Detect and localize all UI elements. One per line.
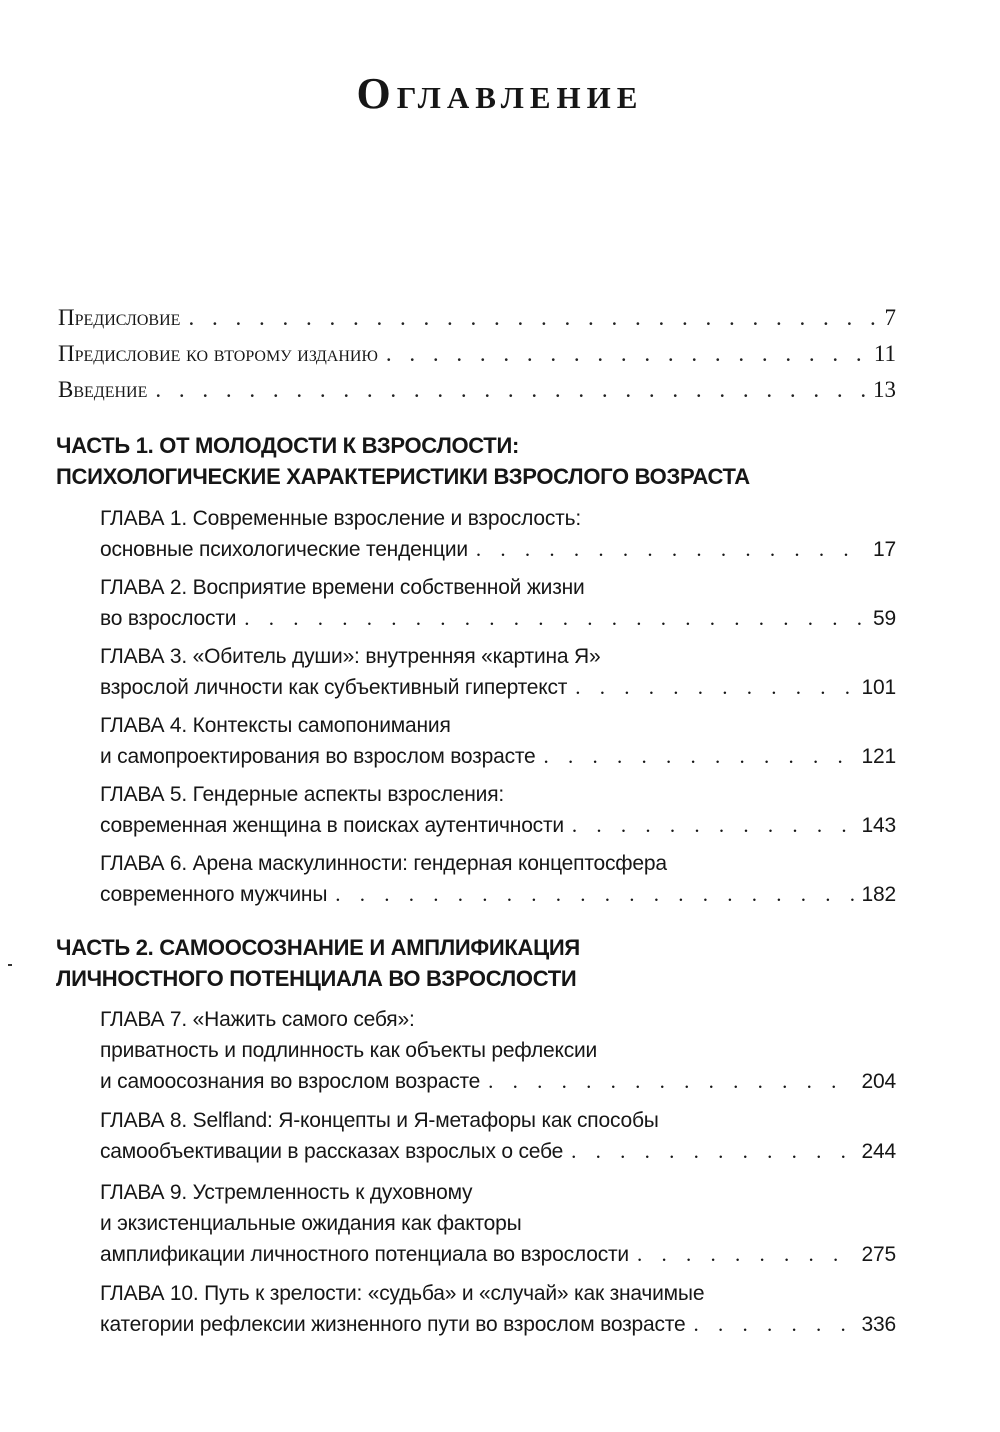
toc-entry-chapter-4[interactable] [100,710,896,772]
front-matter [58,300,896,408]
entry-label: Предисловие ко второму изданию [58,341,378,366]
page-title: Оглавление [356,69,644,118]
toc-entry-chapter-2[interactable] [100,572,896,634]
chapter-title-line: амплификации личностного потенциала во взрослости [100,1243,629,1266]
chapter-title-line: ГЛАВА 3. «Обитель души»: внутренняя «картина Я» [100,645,601,668]
page-number: 336 [861,1313,896,1336]
dot-leader [693,1309,853,1340]
page-number: 121 [861,745,896,768]
chapter-title-line: основные психологические тенденции [100,538,468,561]
page-number: 244 [861,1140,896,1163]
dot-leader [155,372,867,408]
chapter-title-line: ГЛАВА 10. Путь к зрелости: «судьба» и «случай» как значимые [100,1282,705,1305]
toc-entry-chapter-10[interactable] [100,1278,896,1340]
part-2-heading[interactable] [56,932,916,994]
chapter-title-line: ГЛАВА 6. Арена маскулинности: гендерная концептосфера [100,852,667,875]
page-number: 143 [861,814,896,837]
dot-leader [335,879,853,910]
chapter-title-line: ГЛАВА 5. Гендерные аспекты взросления: [100,783,505,806]
dot-leader [188,300,878,336]
chapter-title-line: и самоосознания во взрослом возрасте [100,1070,481,1093]
part-heading-line: ЧАСТЬ 2. САМООСОЗНАНИЕ И АМПЛИФИКАЦИЯ [56,935,580,960]
toc-entry-chapter-3[interactable] [100,641,896,703]
page-number: 59 [873,607,896,630]
part-1-heading[interactable] [56,430,916,492]
chapter-title-line: ГЛАВА 7. «Нажить самого себя»: [100,1008,415,1031]
dot-leader [544,741,854,772]
page-number: 204 [861,1070,896,1093]
dot-leader [476,534,865,565]
chapter-title-line: самообъективации в рассказах взрослых о себе [100,1140,564,1163]
chapter-title-line: взрослой личности как субъективный гипертекст [100,676,568,699]
chapter-title-line: ГЛАВА 2. Восприятие времени собственной жизни [100,576,585,599]
chapter-title-line: во взрослости [100,607,237,630]
chapter-title-line: категории рефлексии жизненного пути во взрослом возрасте [100,1313,686,1336]
chapter-title-line: ГЛАВА 1. Современные взросление и взрослость: [100,507,581,530]
page-number: 275 [861,1243,896,1266]
chapter-title-line: приватность и подлинность как объекты рефлексии [100,1039,598,1062]
chapter-title-line: современного мужчины [100,883,328,906]
entry-label: Введение [58,377,148,402]
chapter-title-line: ГЛАВА 8. Selfland: Я-концепты и Я-метафоры как способы [100,1109,659,1132]
scan-speck [8,964,12,966]
part-heading-line: ЛИЧНОСТНОГО ПОТЕНЦИАЛА ВО ВЗРОСЛОСТИ [56,966,577,991]
toc-entry-chapter-7[interactable] [100,1004,896,1097]
page-number: 101 [861,676,896,699]
page-number: 13 [873,377,896,402]
toc-entry-chapter-6[interactable] [100,848,896,910]
page-number: 11 [873,341,896,366]
chapter-title-line: и самопроектирования во взрослом возрасте [100,745,536,768]
dot-leader [575,672,853,703]
entry-label: Предисловие [58,305,181,330]
chapter-title-line: и экзистенциальные ожидания как факторы [100,1212,522,1235]
dot-leader [488,1066,853,1097]
chapter-title-line: ГЛАВА 9. Устремленность к духовному [100,1181,473,1204]
dot-leader [637,1239,854,1270]
chapter-title-line: современная женщина в поисках аутентичности [100,814,564,837]
page-number: 7 [884,305,896,330]
toc-entry-preface[interactable] [58,300,896,336]
toc-entry-chapter-8[interactable] [100,1105,896,1167]
toc-entry-chapter-1[interactable] [100,503,896,565]
dot-leader [572,810,854,841]
toc-entry-chapter-9[interactable] [100,1177,896,1270]
dot-leader [244,603,865,634]
toc-entry-introduction[interactable] [58,372,896,408]
dot-leader [386,336,868,372]
page-number: 17 [873,538,896,561]
dot-leader [571,1136,853,1167]
chapter-title-line: ГЛАВА 4. Контексты самопонимания [100,714,451,737]
toc-entry-preface-second-edition[interactable] [58,336,896,372]
part-heading-line: ПСИХОЛОГИЧЕСКИЕ ХАРАКТЕРИСТИКИ ВЗРОСЛОГО ВОЗРАСТА [56,464,750,489]
toc-entry-chapter-5[interactable] [100,779,896,841]
page-number: 182 [861,883,896,906]
part-heading-line: ЧАСТЬ 1. ОТ МОЛОДОСТИ К ВЗРОСЛОСТИ: [56,433,519,458]
